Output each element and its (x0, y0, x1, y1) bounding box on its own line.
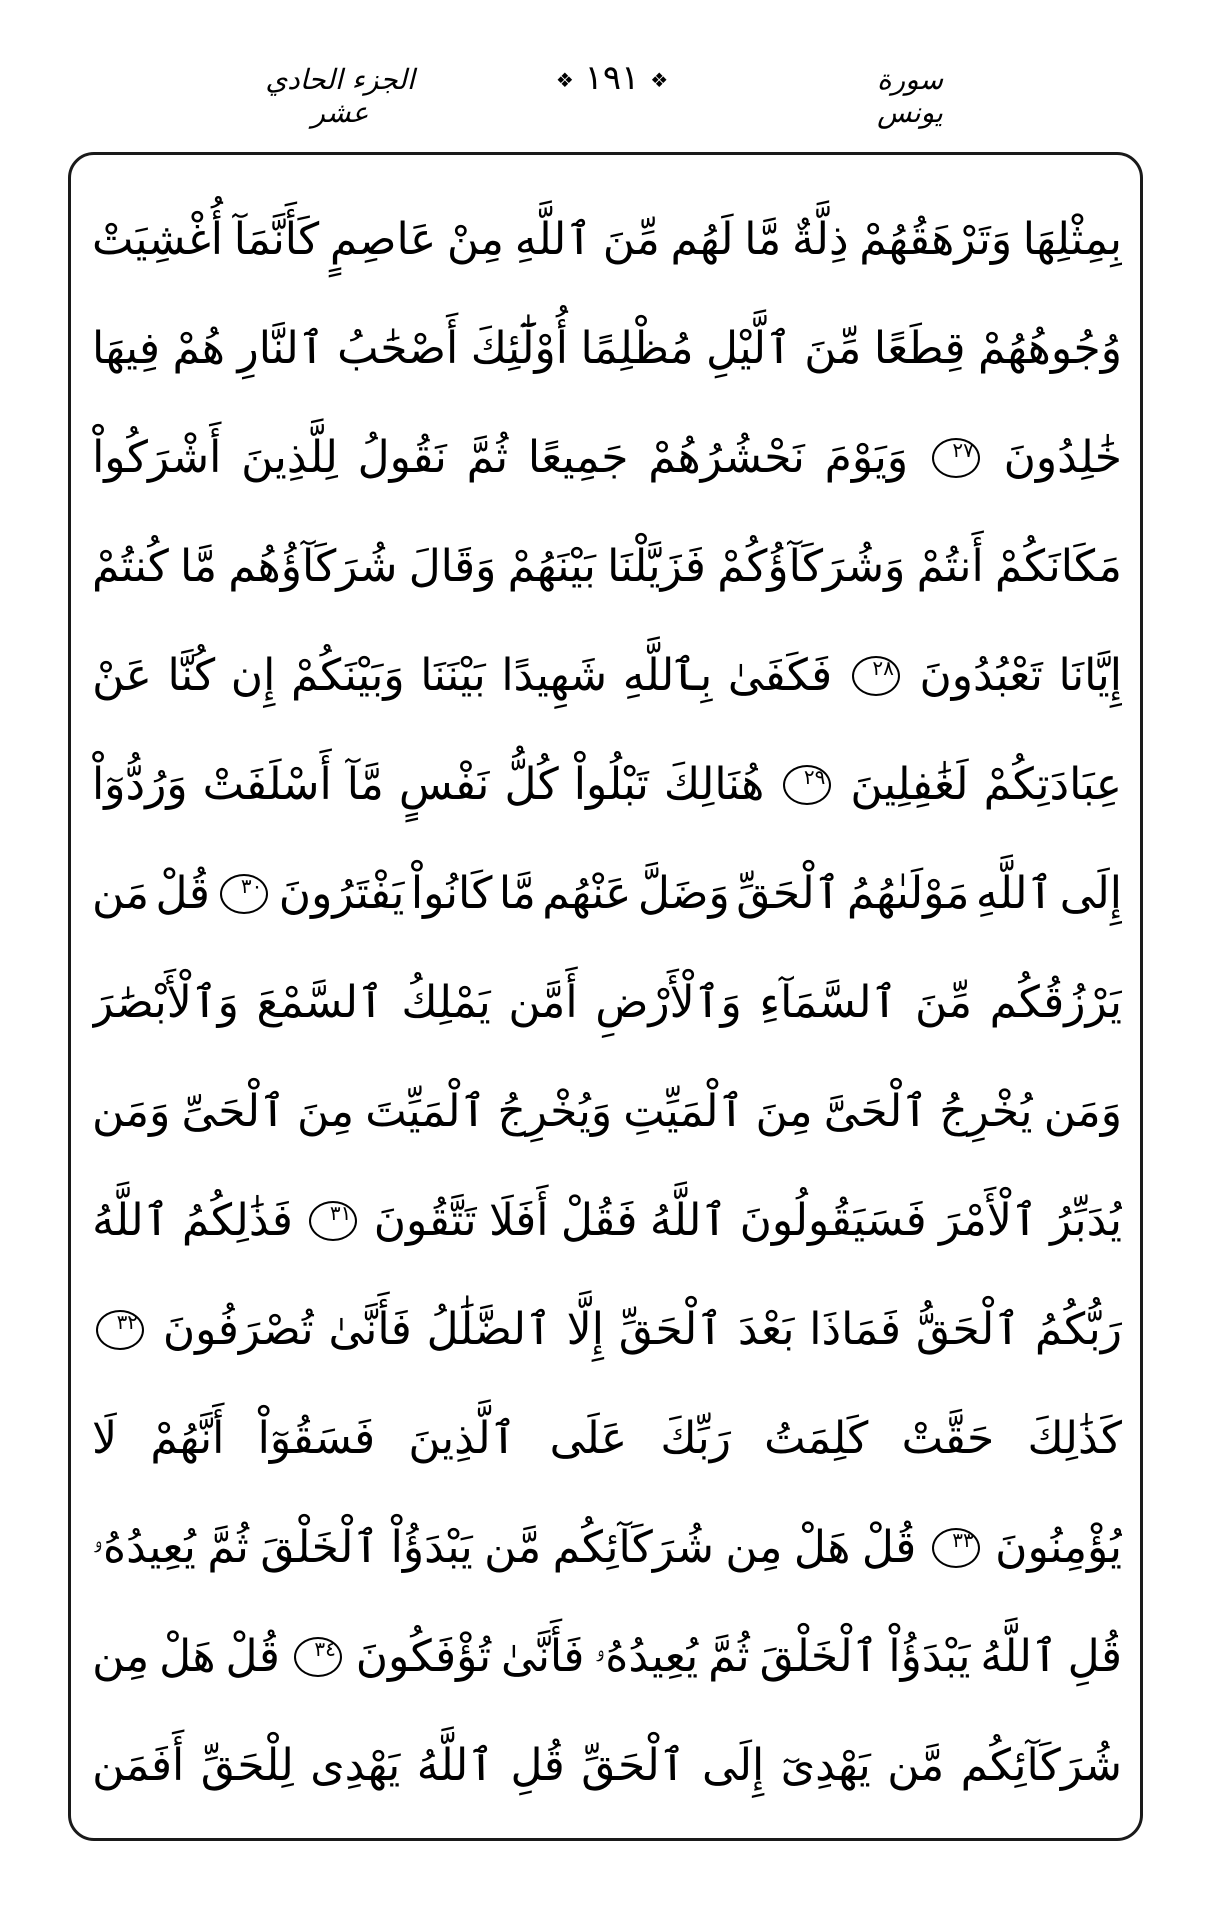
word: شُرَكَآئِكُم (552, 1522, 714, 1573)
word: يَفْتَرُونَ (278, 868, 405, 919)
word: وَٱلْأَرْضِ (595, 977, 742, 1028)
word: مِّنَ (804, 323, 862, 374)
text-line (92, 512, 1122, 621)
page-header (0, 55, 1214, 129)
word: ٱللَّهُ (416, 1740, 495, 1791)
word: بَعْدَ (737, 1304, 795, 1355)
word: شُرَكَآؤُهُم (228, 541, 398, 592)
word: أَنتُمْ (916, 541, 984, 592)
word: عِبَادَتِكُمْ (983, 759, 1122, 810)
word: ٱلْحَقِّ (581, 1740, 686, 1791)
word: إِلَى (701, 1740, 765, 1791)
word: يَبْدَؤُاْ (390, 1522, 473, 1573)
word: وَشُرَكَآؤُكُمْ (717, 541, 906, 592)
word: ٱلْمَيِّتَ (365, 1086, 487, 1137)
word: أَفَلَا (488, 1195, 549, 1246)
word: أَصْحَٰبُ (337, 323, 459, 374)
word: ٱلْمَيِّتِ (623, 1086, 745, 1137)
quran-text-block (92, 185, 1122, 1825)
word: أَفَمَن (92, 1740, 185, 1791)
word: كُنَّا (167, 650, 216, 701)
word: فَذَٰلِكُمُ (181, 1195, 293, 1246)
word: يُعِيدُهُۥ (92, 1522, 196, 1573)
ayah-number-marker: ٣٣ (932, 1528, 980, 1568)
word: رَبِّكَ (660, 1413, 731, 1464)
word: وَمَن (92, 1086, 171, 1137)
word: مَن (92, 868, 150, 919)
word: ٱللَّهُ (649, 1195, 728, 1246)
word: ثُمَّ (708, 1631, 750, 1682)
word: فَأَنَّىٰ (501, 1631, 585, 1682)
word: فَسَقُوٓاْ (257, 1413, 376, 1464)
word: ثُمَّ (207, 1522, 249, 1573)
text-line (92, 294, 1122, 403)
word: هُنَالِكَ (663, 759, 765, 810)
word: ٱللَّهُ (980, 1631, 1058, 1682)
word: يَبْدَؤُاْ (888, 1631, 971, 1682)
word: وَضَلَّ (637, 868, 730, 919)
word: كَانُواْ (410, 868, 493, 919)
word: ٱلضَّلَٰلُ (426, 1304, 552, 1355)
word: مِن (92, 1631, 150, 1682)
word: هَلْ (793, 1522, 851, 1573)
word: قِطَعًا (873, 323, 966, 374)
ayah-number-marker: ٢٩ (783, 765, 831, 805)
text-line (92, 621, 1122, 730)
word: أَمَّن (508, 977, 578, 1028)
word: وَيُخْرِجُ (497, 1086, 613, 1137)
word: فَكَفَىٰ (727, 650, 833, 701)
word: وُجُوهُهُمْ (978, 323, 1122, 374)
text-line (92, 1275, 1122, 1384)
text-line (92, 730, 1122, 839)
text-line (92, 1493, 1122, 1602)
juz-name: الجزء الحادي عشر (265, 63, 415, 129)
word: يَرْزُقُكُم (989, 977, 1122, 1028)
word: ٱلَّذِينَ (408, 1413, 517, 1464)
word: رَبُّكُمُ (1034, 1304, 1122, 1355)
word: مَّا (180, 541, 218, 592)
word: بَيْنَنَا (420, 650, 486, 701)
word: ٱللَّهِ (975, 868, 1054, 919)
word: فَمَاذَا (809, 1304, 901, 1355)
word: يَمْلِكُ (401, 977, 491, 1028)
word: وَبَيْنَكُمْ (290, 650, 405, 701)
word: جَمِيعًا (527, 432, 629, 483)
word: ٱلْحَىَّ (823, 1086, 929, 1137)
word: ٱلْأَمْرَ (939, 1195, 1038, 1246)
word: ٱلْخَلْقَ (759, 1631, 879, 1682)
word: ٱللَّهُ (92, 1195, 170, 1246)
word: يُعِيدُهُۥ (594, 1631, 699, 1682)
word: قُلْ (225, 1631, 280, 1682)
word: ٱلسَّمْعَ (256, 977, 384, 1028)
word: عَلَى (549, 1413, 628, 1464)
word: مِن (725, 1522, 783, 1573)
page-number: ١٩١ (584, 58, 640, 98)
word: ٱلسَّمَآءِ (759, 977, 898, 1028)
text-line (92, 1602, 1122, 1711)
text-line (92, 403, 1122, 512)
ayah-number-marker: ٢٨ (852, 656, 900, 696)
ornament-icon: ❖ (555, 68, 574, 92)
text-line (92, 839, 1122, 948)
word: ٱلْخَلْقَ (260, 1522, 380, 1573)
word: مِنْ (446, 214, 504, 265)
word: ٱلنَّارِ (237, 323, 325, 374)
word: وَيَوْمَ (824, 432, 909, 483)
word: هُمْ (172, 323, 226, 374)
word: شَهِيدًا (501, 650, 608, 701)
text-line (92, 1711, 1122, 1820)
ayah-number-marker: ٣١ (309, 1201, 357, 1241)
word: تَعْبُدُونَ (919, 650, 1043, 701)
word: كَذَٰلِكَ (1027, 1413, 1122, 1464)
word: فَسَيَقُولُونَ (739, 1195, 927, 1246)
word: أَنَّهُمْ (150, 1413, 225, 1464)
word: بَيْنَهُمْ (507, 541, 596, 592)
word: وَمَن (1043, 1086, 1122, 1137)
word: لِلْحَقِّ (200, 1740, 294, 1791)
word: ٱلْحَقُّ (915, 1304, 1021, 1355)
word: أَشْرَكُواْ (92, 432, 222, 483)
word: ذِلَّةٌ (791, 214, 849, 265)
word: هَلْ (159, 1631, 216, 1682)
word: فَقُلْ (560, 1195, 638, 1246)
word: بِٱللَّهِ (622, 650, 713, 701)
ayah-number-marker: ٢٧ (932, 438, 980, 478)
word: وَرُدُّوٓاْ (92, 759, 188, 810)
word: فِيهَا (92, 323, 161, 374)
word: مَّا (744, 214, 782, 265)
word: عَنْهُم (542, 868, 632, 919)
word: وَتَرْهَقُهُمْ (859, 214, 1013, 265)
word: فَأَنَّىٰ (328, 1304, 412, 1355)
word: تَبْلُواْ (573, 759, 649, 810)
word: قُلِ (1067, 1631, 1122, 1682)
ayah-number-marker: ٣٠ (220, 874, 268, 914)
word: مِنَ (296, 1086, 355, 1137)
ayah-number-marker: ٣٢ (96, 1310, 144, 1350)
word: قُلْ (155, 868, 210, 919)
surah-name: سورة يونس (876, 63, 944, 129)
word: كُنتُمْ (92, 541, 169, 592)
word: مُظْلِمًا (580, 323, 694, 374)
word: مَوْلَىٰهُمُ (846, 868, 970, 919)
word: قُلْ (861, 1522, 917, 1573)
word: إِيَّانَا (1058, 650, 1122, 701)
word: ثُمَّ (466, 432, 509, 483)
word: يَهْدِىٓ (780, 1740, 871, 1791)
word: كَلِمَتُ (764, 1413, 869, 1464)
word: خَٰلِدُونَ (1003, 432, 1122, 483)
word: مَّن (484, 1522, 542, 1573)
ornament-icon: ❖ (650, 68, 669, 92)
word: مِّنَ (914, 977, 973, 1028)
word: قُلِ (510, 1740, 565, 1791)
page-number-badge (552, 55, 672, 101)
word: مَّآ (346, 759, 384, 810)
word: ٱلْحَقِّ (736, 868, 841, 919)
word: لَغَٰفِلِينَ (850, 759, 969, 810)
word: نَحْشُرُهُمْ (648, 432, 805, 483)
word: تُصْرَفُونَ (162, 1304, 314, 1355)
word: يُدَبِّرُ (1050, 1195, 1122, 1246)
word: وَقَالَ (408, 541, 497, 592)
word: تُؤْفَكُونَ (355, 1631, 492, 1682)
word: ٱلَّيْلِ (706, 323, 792, 374)
word: مَّا (498, 868, 536, 919)
word: فَزَيَّلْنَا (607, 541, 706, 592)
word: كُلُّ (504, 759, 559, 810)
text-line (92, 1057, 1122, 1166)
word: عَنْ (92, 650, 152, 701)
word: إِلَى (1059, 868, 1122, 919)
word: حَقَّتْ (901, 1413, 995, 1464)
text-line (92, 1166, 1122, 1275)
word: تَتَّقُونَ (373, 1195, 477, 1246)
word: أُوْلَٰٓئِكَ (470, 323, 568, 374)
word: كَأَنَّمَآ (233, 214, 320, 265)
word: مِّنَ (602, 214, 660, 265)
word: وَٱلْأَبْصَٰرَ (92, 977, 239, 1028)
word: نَقُولُ (357, 432, 447, 483)
word: لَهُم (670, 214, 734, 265)
word: مِنَ (755, 1086, 813, 1137)
word: مَّن (887, 1740, 945, 1791)
word: إِن (230, 650, 276, 701)
word: لِلَّذِينَ (241, 432, 338, 483)
text-line (92, 185, 1122, 294)
word: بِمِثْلِهَا (1022, 214, 1122, 265)
word: عَاصِمٍ (329, 214, 437, 265)
word: يُخْرِجُ (939, 1086, 1033, 1137)
text-line (92, 1384, 1122, 1493)
word: شُرَكَآئِكُم (960, 1740, 1122, 1791)
word: أَسْلَفَتْ (202, 759, 332, 810)
word: لَا (92, 1413, 118, 1464)
word: ٱلْحَىِّ (181, 1086, 286, 1137)
ayah-number-marker: ٣٤ (294, 1637, 342, 1677)
word: إِلَّا (566, 1304, 604, 1355)
word: ٱلْحَقِّ (618, 1304, 724, 1355)
word: يَهْدِى (310, 1740, 401, 1791)
word: مَكَانَكُمْ (994, 541, 1122, 592)
text-line (92, 948, 1122, 1057)
word: أُغْشِيَتْ (92, 214, 223, 265)
word: يُؤْمِنُونَ (995, 1522, 1122, 1573)
word: نَفْسٍ (398, 759, 490, 810)
word: ٱللَّهِ (514, 214, 593, 265)
